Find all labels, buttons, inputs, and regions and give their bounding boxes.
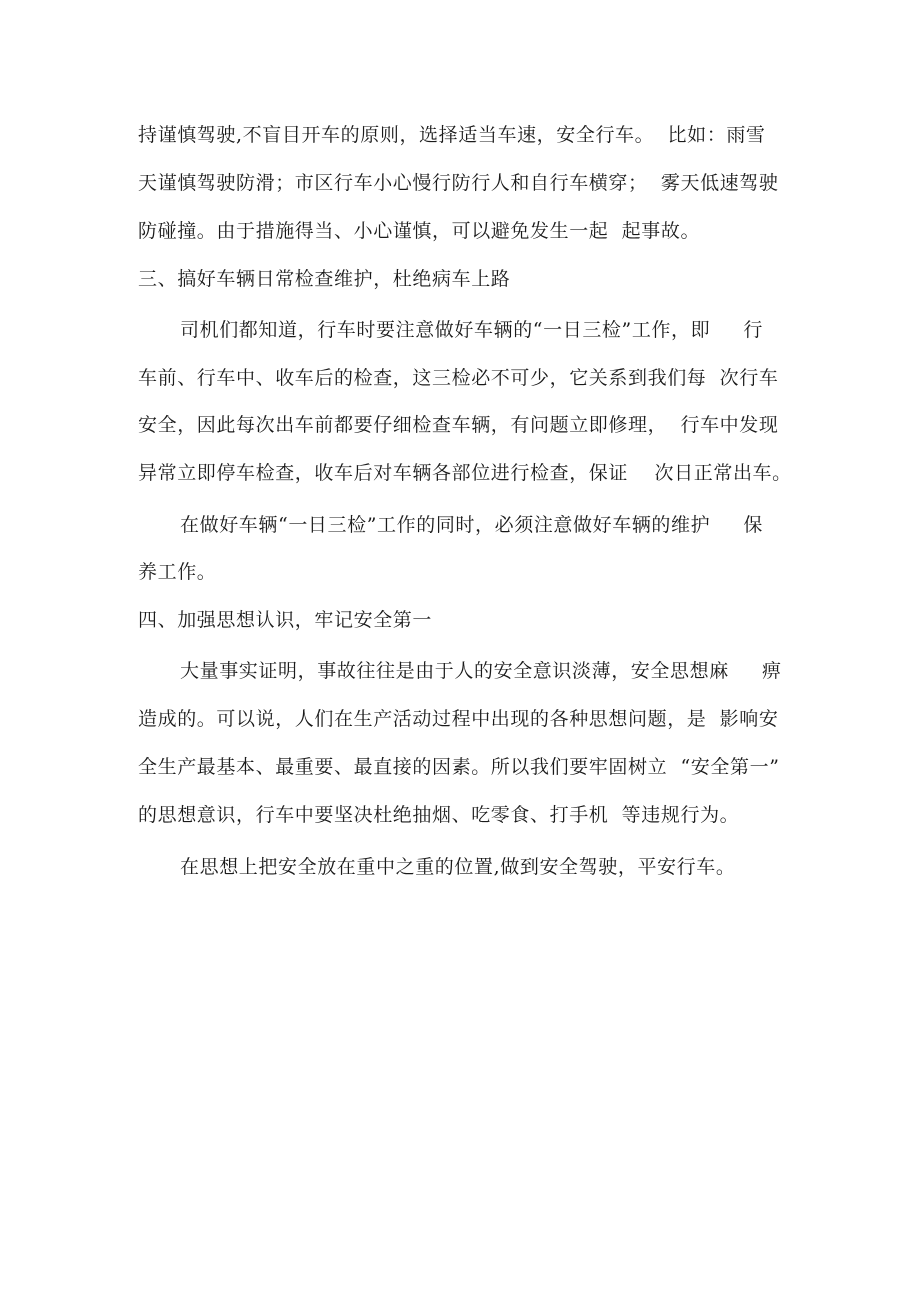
paragraph-line: 造成的。可以说，人们在生产活动过程中出现的各种思想问题，是 影响安 — [138, 708, 779, 730]
paragraph-line: 天谨慎驾驶防滑；市区行车小心慢行防行人和自行车横穿； 雾天低速驾驶 — [138, 172, 779, 194]
paragraph-line: 异常立即停车检查，收车后对车辆各部位进行检查，保证 次日正常出车。 — [138, 462, 792, 484]
paragraph-line: 防碰撞。由于措施得当、小心谨慎，可以避免发生一起 起事故。 — [138, 220, 701, 242]
paragraph-line: 安全，因此每次出车前都要仔细检查车辆，有问题立即修理， 行车中发现 — [138, 414, 779, 436]
paragraph-line: 的思想意识，行车中要坚决杜绝抽烟、吃零食、打手机 等违规行为。 — [138, 804, 740, 826]
paragraph-line: 大量事实证明，事故往往是由于人的安全意识淡薄，安全思想麻 痹 — [180, 660, 782, 682]
paragraph-line: 全生产最基本、最重要、最直接的因素。所以我们要牢固树立 “安全第一” — [138, 756, 780, 778]
paragraph-line: 车前、行车中、收车后的检查，这三检必不可少，它关系到我们每 次行车 — [138, 367, 779, 389]
section-heading: 四、加强思想认识，牢记安全第一 — [138, 609, 433, 631]
section-heading: 三、搞好车辆日常检查维护，杜绝病车上路 — [138, 268, 511, 290]
paragraph-line: 养工作。 — [138, 561, 217, 583]
paragraph-line: 持谨慎驾驶,不盲目开车的原则，选择适当车速，安全行车。 比如：雨雪 — [138, 124, 766, 146]
paragraph-line: 司机们都知道，行车时要注意做好车辆的“一日三检”工作，即 行 — [180, 319, 764, 341]
paragraph-line: 在做好车辆“一日三检”工作的同时，必须注意做好车辆的维护 保 — [180, 514, 764, 536]
paragraph-line: 在思想上把安全放在重中之重的位置,做到安全驾驶，平安行车。 — [180, 856, 736, 878]
